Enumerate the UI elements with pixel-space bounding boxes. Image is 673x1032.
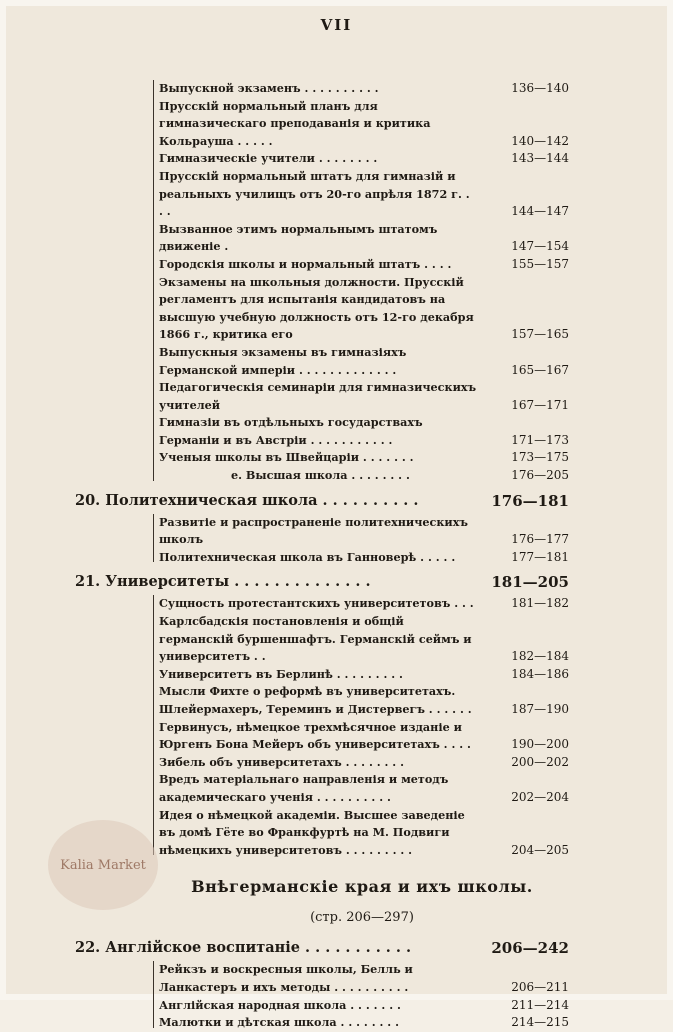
toc-entry: Карлсбадскія постановленія и общій германскій буршеншафтъ. Германскій сеймъ и университетъ . . 182—184: [159, 614, 569, 664]
toc-entry: Сущность протестантскихъ университетовъ . . . 181—182: [159, 596, 569, 611]
toc-entry: Прусскій нормальный планъ для гимназическаго преподаванія и критика Кольрауша . . . . . 140—142: [159, 98, 569, 148]
toc-chapter-21: 21. Университеты . . . . . . . . . . . . . . 181—205: [75, 573, 569, 592]
toc-entry: Гимназіи въ отдѣльныхъ государствахъ Германіи и въ Австріи . . . . . . . . . . . 171—173: [159, 415, 569, 447]
watermark-text: Kalia Market: [60, 857, 146, 873]
page-number: VII: [320, 16, 353, 34]
toc-entry: Экзамены на школьныя должности. Прусскій регламентъ для испытанія кандидатовъ на высшую учебную должность отъ 12-го декабря 1866 г., критика его 157—165: [159, 274, 569, 342]
toc-entry: Городскія школы и нормальный штатъ . . . . 155—157: [159, 256, 569, 271]
toc-entry: Англійская народная школа . . . . . . . 211—214: [159, 997, 569, 1012]
part-heading: Внѣгерманскіе края и ихъ школы.: [191, 877, 533, 897]
toc-entry: Прусскій нормальный штатъ для гимназій и реальныхъ училищъ отъ 20-го апрѣля 1872 г. . . . 144—147: [159, 168, 569, 219]
toc-entry: Рейкзъ и воскресныя школы, Белль и Ланкастеръ и ихъ методы . . . . . . . . . . 206—211: [159, 962, 569, 994]
toc-entry: Университетъ въ Берлинѣ . . . . . . . . . 184—186: [159, 666, 569, 681]
toc-entry: Зибель объ университетахъ . . . . . . . . 200—202: [159, 754, 569, 769]
toc-entry: Ученыя школы въ Швейцаріи . . . . . . . 173—175: [159, 450, 569, 465]
toc-section-block-4: [75, 961, 569, 1031]
toc-entry: Развитіе и распространеніе политехническихъ школъ 176—177: [159, 514, 569, 547]
toc-entry: Вредъ матеріальнаго направленія и методъ академическаго ученія . . . . . . . . . . 202—204: [159, 772, 569, 804]
toc-entry: Мысли Фихте о реформѣ въ университетахъ. Шлейермахеръ, Тереминъ и Дистервегъ . . . . . . 187—190: [159, 684, 569, 716]
toc-section-block-3: [75, 595, 569, 859]
part-page-range: (стр. 206—297): [310, 910, 414, 926]
toc-entry: Идея о нѣмецкой академіи. Высшее заведеніе въ домѣ Гёте во Франкфуртѣ на М. Подвиги нѣмецкихъ университетовъ . . . . . . . . . 204—205: [159, 807, 569, 857]
toc-entry: Вызванное этимъ нормальнымъ штатомъ движеніе . 147—154: [159, 221, 569, 254]
toc-entry: е. Высшая школа . . . . . . . . 176—205: [231, 468, 569, 483]
toc-chapter-20: 20. Политехническая школа . . . . . . . . . . 176—181: [75, 491, 569, 510]
toc-entry: Выпускныя экзамены въ гимназіяхъ Германской имперіи . . . . . . . . . . . . . 165—167: [159, 344, 569, 377]
toc-entry: Гимназическіе учители . . . . . . . . 143—144: [159, 151, 569, 166]
toc-chapter-22: 22. Англійское воспитаніе . . . . . . . . . . . 206—242: [75, 939, 569, 958]
toc-entry: Педагогическія семинаріи для гимназическихъ учителей 167—171: [159, 380, 569, 412]
toc-section-block-2: [75, 514, 569, 567]
toc-entry: Политехническая школа въ Ганноверѣ . . . . . 177—181: [159, 549, 569, 564]
watermark-logo: [48, 820, 158, 910]
toc-entry: Малютки и дѣтская школа . . . . . . . . 214—215: [159, 1015, 569, 1030]
toc-section-block-1: [75, 80, 569, 485]
toc-entry: Гервинусъ, нѣмецкое трехмѣсячное изданіе и Юргенъ Бона Мейеръ объ университетахъ . . . . 190—200: [159, 719, 569, 752]
toc-entry: Выпускной экзаменъ . . . . . . . . . . 136—140: [159, 81, 569, 95]
